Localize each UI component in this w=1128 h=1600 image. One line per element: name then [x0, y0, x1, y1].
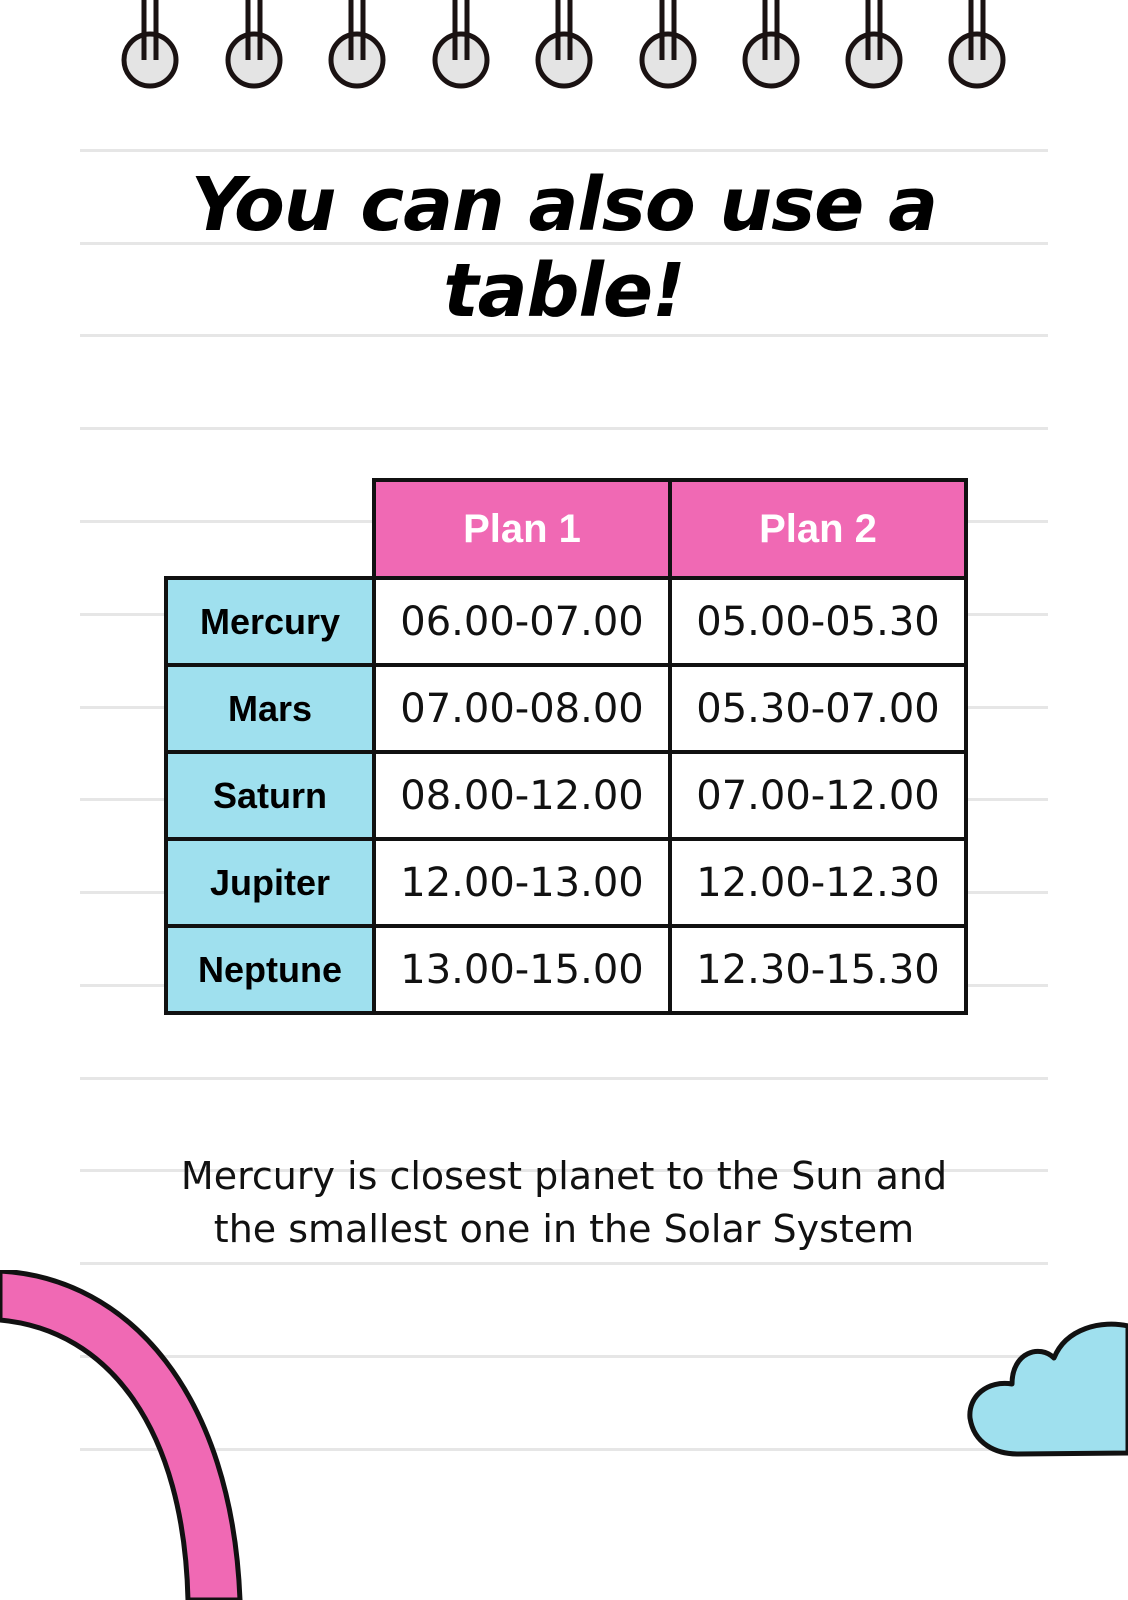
- table-row: [166, 665, 966, 752]
- notebook-rule: [80, 427, 1048, 430]
- table-row: [166, 926, 966, 1013]
- cell-plan-2: 12.30-15.30: [670, 926, 966, 1013]
- caption-line: the smallest one in the Solar System: [213, 1207, 915, 1251]
- cell-plan-2: 05.00-05.30: [670, 578, 966, 665]
- row-header-planet: Mercury: [166, 578, 374, 665]
- row-header-planet: Mars: [166, 665, 374, 752]
- cell-plan-2: 07.00-12.00: [670, 752, 966, 839]
- caption-text: [80, 1150, 1048, 1256]
- cell-plan-1: 13.00-15.00: [374, 926, 670, 1013]
- column-header-plan-2: Plan 2: [670, 480, 966, 578]
- cell-plan-1: 06.00-07.00: [374, 578, 670, 665]
- cloud-icon: [962, 1318, 1128, 1480]
- spiral-binding: [0, 0, 1128, 100]
- caption-line: Mercury is closest planet to the Sun and: [180, 1154, 948, 1198]
- page-title: You can also use a table!: [190, 162, 938, 334]
- rainbow-arc-icon: [0, 1270, 260, 1600]
- table-row: [166, 752, 966, 839]
- cell-plan-2: 12.00-12.30: [670, 839, 966, 926]
- spiral-binding-ring-icon: [124, 0, 1003, 86]
- cell-plan-2: 05.30-07.00: [670, 665, 966, 752]
- notebook-rule: [80, 1262, 1048, 1265]
- table-corner-cell: [166, 480, 374, 578]
- column-header-plan-1: Plan 1: [374, 480, 670, 578]
- cell-plan-1: 12.00-13.00: [374, 839, 670, 926]
- row-header-planet: Neptune: [166, 926, 374, 1013]
- row-header-planet: Saturn: [166, 752, 374, 839]
- row-header-planet: Jupiter: [166, 839, 374, 926]
- schedule-table: [164, 478, 968, 1015]
- table-row: [166, 578, 966, 665]
- cell-plan-1: 07.00-08.00: [374, 665, 670, 752]
- notebook-rule: [80, 149, 1048, 152]
- cell-plan-1: 08.00-12.00: [374, 752, 670, 839]
- table-header-row: [166, 480, 966, 578]
- notebook-rule: [80, 334, 1048, 337]
- table-row: [166, 839, 966, 926]
- notebook-rule: [80, 1077, 1048, 1080]
